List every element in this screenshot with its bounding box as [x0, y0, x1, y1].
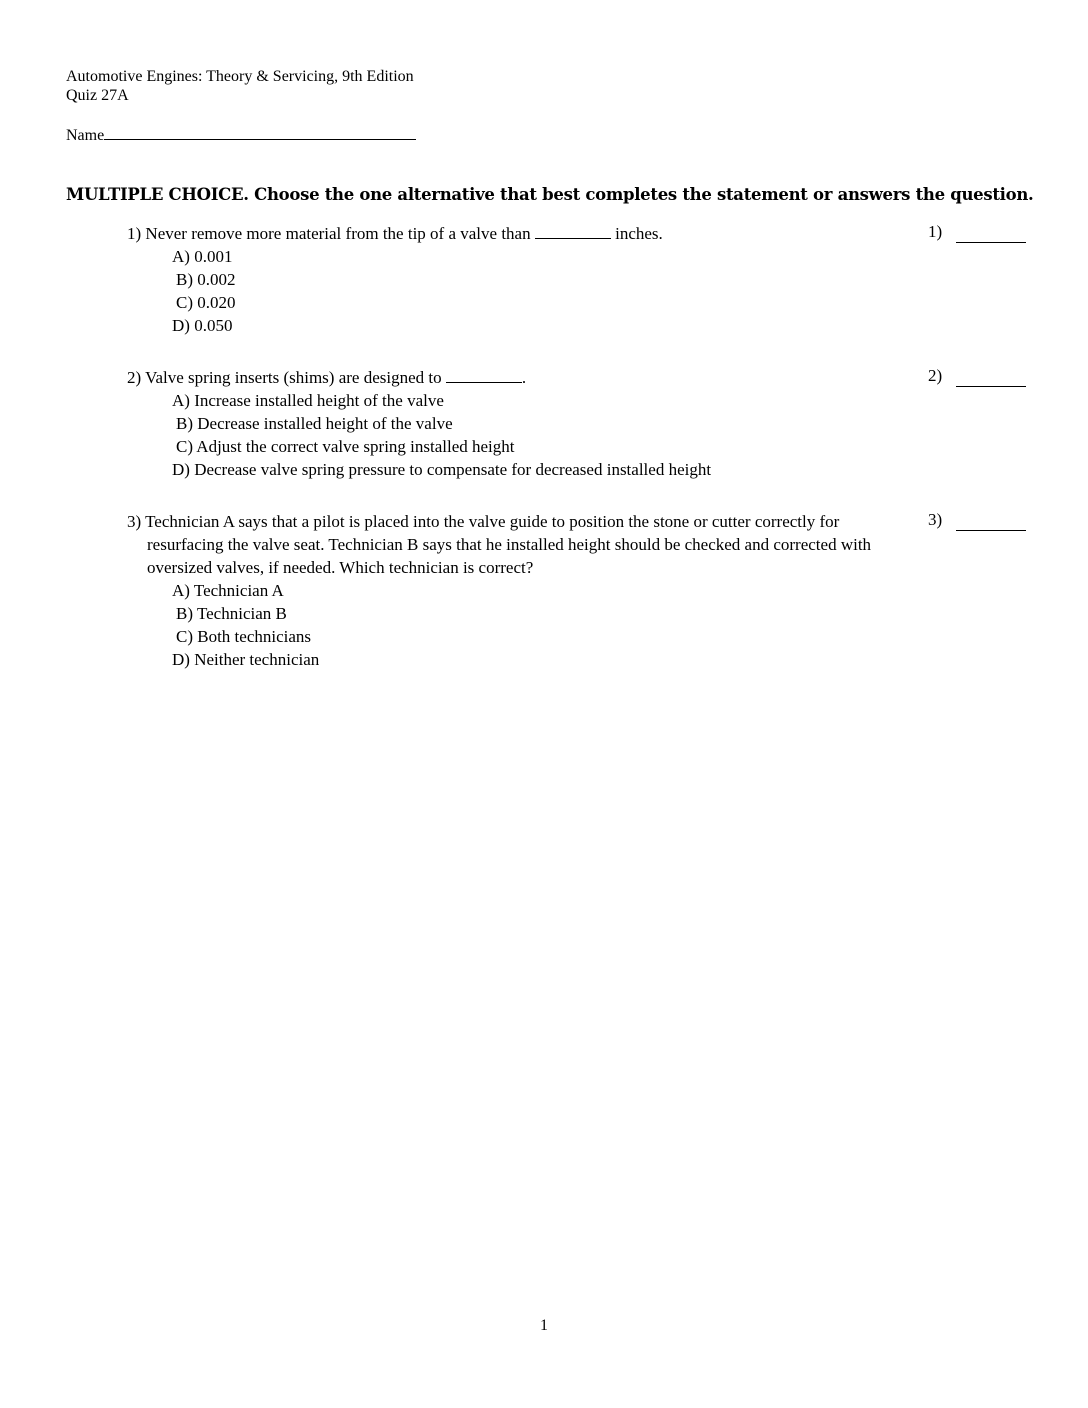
answer-line-1[interactable]	[956, 228, 1026, 243]
option-d: D) Neither technician	[172, 650, 320, 669]
name-line[interactable]	[104, 125, 416, 140]
option-a: A) Increase installed height of the valve	[172, 391, 444, 410]
name-label: Name	[66, 127, 105, 144]
answer-number-1: 1)	[928, 222, 943, 241]
answer-line-2[interactable]	[956, 372, 1026, 387]
question-text: 2) Valve spring inserts (shims) are designed to .	[127, 368, 527, 387]
option-d: D) Decrease valve spring pressure to compensate for decreased installed height	[172, 460, 712, 479]
option-d: D) 0.050	[172, 316, 233, 335]
quiz-title: Quiz 27A	[66, 87, 129, 104]
question-text: 1) Never remove more material from the tip of a valve than inches.	[127, 224, 663, 243]
option-c: C) Both technicians	[176, 627, 312, 646]
book-title: Automotive Engines: Theory & Servicing, 9th Edition	[66, 68, 414, 85]
blank	[446, 368, 522, 383]
option-b: B) Decrease installed height of the valve	[176, 414, 453, 433]
question-1	[127, 222, 907, 337]
option-a: A) 0.001	[172, 247, 233, 266]
option-b: B) Technician B	[176, 604, 287, 623]
answer-line-3[interactable]	[956, 516, 1026, 531]
question-text: 3) Technician A says that a pilot is placed into the valve guide to position the stone or cutter correctly for resurfacing the valve seat. Technician B says that he installed height should be checked and corrected with oversized valves, if needed. Which technician is correct?	[127, 512, 872, 577]
option-a: A) Technician A	[172, 581, 284, 600]
option-c: C) 0.020	[176, 293, 236, 312]
blank	[535, 224, 611, 239]
option-c: C) Adjust the correct valve spring installed height	[176, 437, 515, 456]
instructions: MULTIPLE CHOICE. Choose the one alternative that best completes the statement or answers the question.	[66, 185, 1034, 204]
page-number: 1	[540, 1317, 548, 1334]
question-2	[127, 366, 907, 481]
option-b: B) 0.002	[176, 270, 236, 289]
answer-number-2: 2)	[928, 366, 943, 385]
question-3	[127, 510, 872, 671]
name-field[interactable]	[66, 125, 416, 145]
answer-number-3: 3)	[928, 510, 943, 529]
